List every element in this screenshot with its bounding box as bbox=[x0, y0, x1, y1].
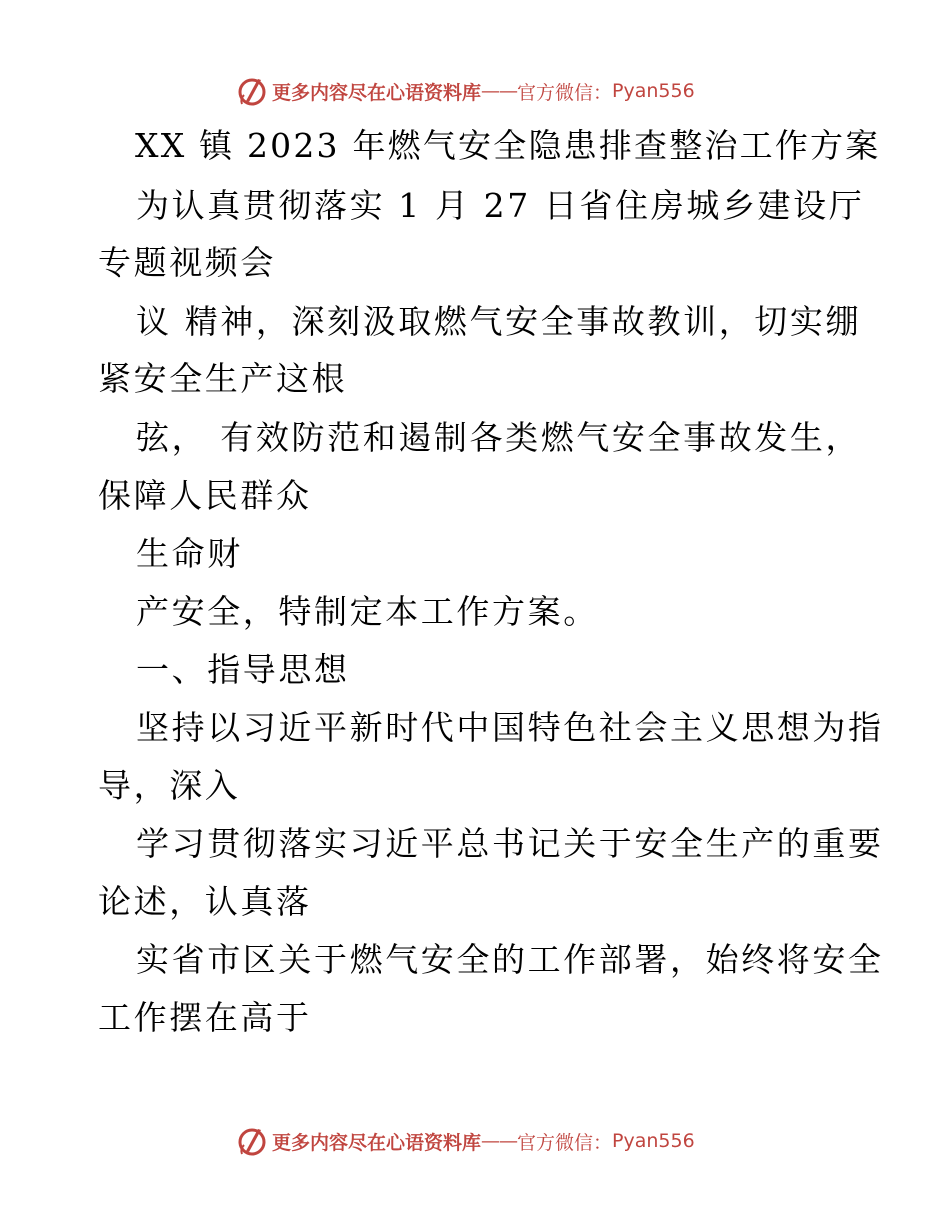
body-line: 弦， 有效防范和遏制各类燃气安全事故发生， bbox=[136, 418, 862, 457]
body-line: 导，深入 bbox=[98, 766, 241, 805]
body-line: 产安全，特制定本工作方案。 bbox=[136, 592, 599, 631]
footer-watermark bbox=[236, 1124, 695, 1158]
header-watermark bbox=[236, 74, 695, 108]
body-line: 议 精神，深刻汲取燃气安全事故教训，切实绷 bbox=[136, 302, 862, 341]
body-line: 学习贯彻落实习近平总书记关于安全生产的重要 bbox=[136, 824, 884, 863]
quill-logo-icon bbox=[236, 75, 268, 107]
watermark-site-text: 更多内容尽在心语资料库 bbox=[272, 1131, 482, 1154]
document-title: XX 镇 2023 年燃气安全隐患排查整治工作方案 bbox=[135, 126, 881, 165]
watermark-wechat-id: Pyan556 bbox=[612, 1130, 695, 1152]
body-line: 坚持以习近平新时代中国特色社会主义思想为指 bbox=[136, 708, 884, 747]
body-line: 保障人民群众 bbox=[98, 476, 312, 515]
watermark-wechat-label: 官方微信： bbox=[517, 81, 613, 104]
watermark-site-text: 更多内容尽在心语资料库 bbox=[272, 81, 482, 104]
body-line: 紧安全生产这根 bbox=[98, 359, 348, 398]
watermark-dash: —— bbox=[481, 1130, 518, 1152]
quill-logo-icon bbox=[236, 1125, 268, 1157]
watermark-wechat-id: Pyan556 bbox=[612, 80, 695, 102]
watermark-wechat-label: 官方微信： bbox=[517, 1131, 613, 1154]
body-line: 生命财 bbox=[136, 534, 243, 573]
body-line: 实省市区关于燃气安全的工作部署，始终将安全 bbox=[136, 940, 884, 979]
body-line: 工作摆在高于 bbox=[98, 998, 312, 1037]
body-line: 论述，认真落 bbox=[98, 882, 312, 921]
body-line: 专题视频会 bbox=[98, 243, 276, 282]
body-line: 为认真贯彻落实 1 月 27 日省住房城乡建设厅 bbox=[136, 186, 865, 225]
section-heading: 一、指导思想 bbox=[136, 650, 350, 689]
watermark-dash: —— bbox=[481, 80, 518, 102]
